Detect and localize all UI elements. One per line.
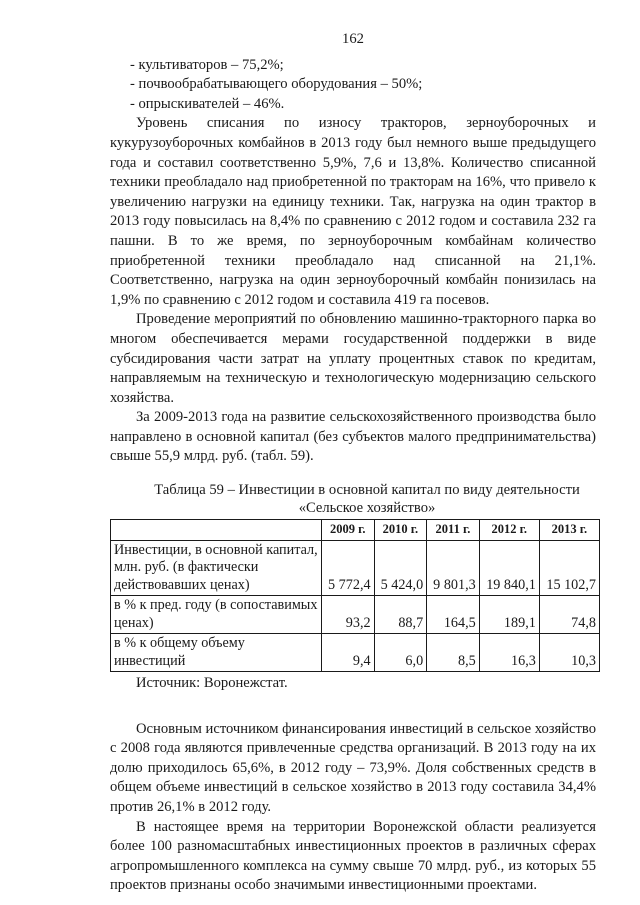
table-header-year: 2009 г. — [322, 520, 375, 541]
table-caption — [110, 481, 596, 517]
paragraph-investment-projects: В настоящее время на территории Воронежской области реализуется более 100 разномасштабных инвестиционных проектов в различных сферах агропромышленного комплекса на сумму свыше 70 млрд. руб., из которых 55 проектов признаны особо значимыми инвестиционными проектами. — [110, 818, 596, 894]
page-number: 162 — [342, 31, 364, 47]
list-item: - опрыскивателей – 46%. — [130, 95, 285, 112]
table-cell: 5 424,0 — [374, 540, 427, 596]
investment-table — [110, 519, 600, 672]
table-header-year: 2011 г. — [427, 520, 480, 541]
row-label: в % к пред. году (в сопоставимых ценах) — [111, 596, 322, 634]
table-header-year: 2010 г. — [374, 520, 427, 541]
spacer — [110, 694, 596, 720]
table-cell: 93,2 — [322, 596, 375, 634]
table-cell: 15 102,7 — [539, 540, 599, 596]
table-caption-line2: «Сельское хозяйство» — [298, 500, 436, 517]
paragraph-depreciation: Уровень списания по износу тракторов, зерноуборочных и кукурузоуборочных комбайнов в 2013 году был немного выше предыдущего года и составил соответственно 5,9%, 7,6 и 13,8%. Количество списанной техники преобладало над приобретенной по тракторам на 16%, что привело к увеличению нагрузки на единицу техники. Так, нагрузка на один трактор в 2013 году повысилась на 8,4% по сравнению с 2012 годом и составила 232 га пашни. В то же время, по зерноуборочным комбайнам количество приобретенной техники преобладало над списанной на 21,1%. Соответственно, нагрузка на один зерноуборочный комбайн понизилась на 1,9% по сравнению с 2012 годом и составила 419 га посевов. — [110, 115, 596, 308]
table-cell: 6,0 — [374, 634, 427, 672]
table-caption-line1: Таблица 59 – Инвестиции в основной капитал по виду деятельности — [154, 482, 580, 499]
table-row — [111, 596, 600, 634]
table-cell: 8,5 — [427, 634, 480, 672]
table-cell: 9 801,3 — [427, 540, 480, 596]
list-item: - культиваторов – 75,2%; — [130, 56, 284, 73]
table-cell: 74,8 — [539, 596, 599, 634]
table-cell: 5 772,4 — [322, 540, 375, 596]
paragraph-financing-sources: Основным источником финансирования инвестиций в сельское хозяйство с 2008 года являются привлеченные средства организаций. В 2013 году на их долю приходилось 65,6%, в 2012 году – 73,9%. Доля собственных средств в общем объеме инвестиций в сельское хозяйство в 2013 году составила 34,4% против 26,1% в 2012 году. — [110, 720, 596, 816]
table-cell: 189,1 — [479, 596, 539, 634]
table-cell: 9,4 — [322, 634, 375, 672]
row-label: Инвестиции, в основной капитал, млн. руб. (в фактически действовавших ценах) — [111, 540, 322, 596]
table-cell: 88,7 — [374, 596, 427, 634]
list-item: - почвообрабатывающего оборудования – 50%; — [130, 76, 423, 93]
row-label: в % к общему объему инвестиций — [111, 634, 322, 672]
table-header-year: 2013 г. — [539, 520, 599, 541]
document-page — [110, 30, 596, 896]
table-row — [111, 540, 600, 596]
table-source: Источник: Воронежстат. — [136, 675, 288, 692]
table-cell: 10,3 — [539, 634, 599, 672]
paragraph-investment-total: За 2009-2013 года на развитие сельскохозяйственного производства было направлено в основной капитал (без субъектов малого предпринимательства) свыше 55,9 млрд. руб. (табл. 59). — [110, 409, 596, 465]
table-header-row — [111, 520, 600, 541]
paragraph-support-measures: Проведение мероприятий по обновлению машинно-тракторного парка во многом обеспечивается мерами государственной поддержки в виде субсидирования части затрат на уплату процентных ставок по кредитам, направляемым на техническую и технологическую модернизацию сельского хозяйства. — [110, 311, 596, 406]
table-header-empty — [111, 520, 322, 541]
table-row — [111, 634, 600, 672]
table-cell: 16,3 — [479, 634, 539, 672]
table-cell: 164,5 — [427, 596, 480, 634]
table-header-year: 2012 г. — [479, 520, 539, 541]
table-cell: 19 840,1 — [479, 540, 539, 596]
